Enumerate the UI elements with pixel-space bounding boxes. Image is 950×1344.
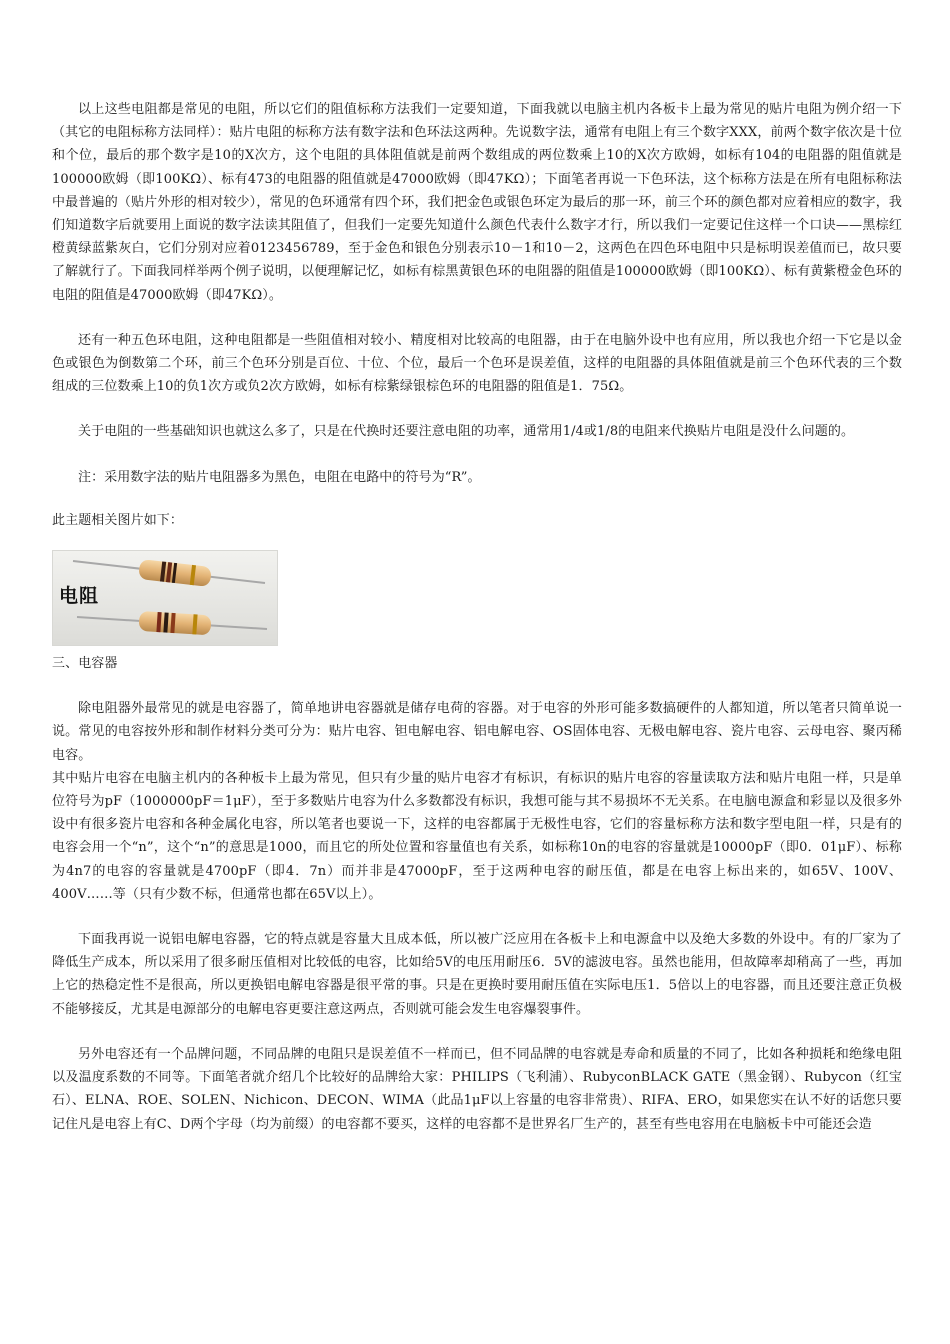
- resistor-photo: [52, 550, 278, 646]
- paragraph-resistor-marking: 以上这些电阻都是常见的电阻，所以它们的阻值标称方法我们一定要知道，下面我就以电脑主机内各板卡上最为常见的贴片电阻为例介绍一下（其它的电阻标称方法同样）：贴片电阻的标称方法有数字法和色环法这两种。先说数字法，通常有电阻上有三个数字XXX，前两个数字依次是十位和个位，最后的那个数字是10的X次方，这个电阻的具体阻值就是前两个数组成的两位数乘上10的X次方欧姆，如标有104的电阻器的阻值就是100000欧姆（即100KΩ）、标有473的电阻器的阻值就是47000欧姆（即47KΩ）；下面笔者再说一下色环法，这个标称方法是在所有电阻标称法中最普遍的（贴片外形的相对较少），常见的色环通常有四个环，我们把金色或银色环定为最后的那一环，前三个环的颜色都对应着相应的数字，我们知道数字后就要用上面说的数字法读其阻值了，但我们一定要先知道什么颜色代表什么数字才行，所以我们一定要记住这样一个口诀——黑棕红橙黄绿蓝紫灰白，它们分别对应着0123456789，至于金色和银色分别表示10－1和10－2，这两色在四色环电阻中只是标明误差值而已，故只要了解就行了。下面我同样举两个例子说明，以便理解记忆，如标有棕黑黄银色环的电阻器的阻值是100000欧姆（即100KΩ）、标有黄紫橙金色环的电阻的阻值是47000欧姆（即47KΩ）。: [52, 102, 902, 303]
- section-title-capacitor: 三、电容器: [52, 656, 118, 672]
- paragraph-resistor-summary: 关于电阻的一些基础知识也就这么多了，只是在代换时还要注意电阻的功率，通常用1/4或1/8的电阻来代换贴片电阻是没什么问题的。: [78, 424, 855, 440]
- related-images-caption: 此主题相关图片如下：: [52, 512, 184, 528]
- photo-label: 电阻: [59, 585, 100, 608]
- paragraph-capacitor-intro: 除电阻器外最常见的就是电容器了，简单地讲电容器就是储存电荷的容器。对于电容的外形可能多数搞硬件的人都知道，所以笔者只简单说一说。常见的电容按外形和制作材料分类可分为：贴片电容、钽电解电容、铝电解电容、OS固体电容、无极电解电容、瓷片电容、云母电容、聚丙稀电容。: [52, 701, 902, 763]
- paragraph-electrolytic-capacitor: 下面我再说一说铝电解电容器，它的特点就是容量大且成本低，所以被广泛应用在各板卡上和电源盒中以及绝大多数的外设中。有的厂家为了降低生产成本，所以采用了很多耐压值相对比较低的电容，比如给5V的电压用耐压6．5V的滤波电容。虽然也能用，但故障率却稍高了一些，再加上它的热稳定性不是很高，所以更换铝电解电容器是很平常的事。只是在更换时要用耐压值在实际电压1．5倍以上的电容器，而且还要注意正负极不能够接反，尤其是电源部分的电解电容更要注意这两点，否则就可能会发生电容爆裂事件。: [52, 932, 902, 1017]
- paragraph-capacitor-brands: 另外电容还有一个品牌问题，不同品牌的电阻只是误差值不一样而已，但不同品牌的电容就是寿命和质量的不同了，比如各种损耗和绝缘电阻以及温度系数的不同等。下面笔者就介绍几个比较好的品牌给大家：PHILIPS（飞利浦）、RubyconBLACK GATE（黑金钢）、Rubycon（红宝石）、ELNA、ROE、SOLEN、Nichicon、DECON、WIMA（此品1μF以上容量的电容非常贵）、RIFA、ERO，如果您实在认不好的话您只要记住凡是电容上有C、D两个字母（均为前缀）的电容都不要买，这样的电容都不是世界名厂生产的，甚至有些电容用在电脑板卡中可能还会造: [52, 1046, 902, 1132]
- paragraph-five-band-resistor: 还有一种五色环电阻，这种电阻都是一些阻值相对较小、精度相对比较高的电阻器，由于在电脑外设中也有应用，所以我也介绍一下它是以金色或银色为倒数第二个环，前三个色环分别是百位、十位、个位，最后一个色环是误差值，这样的电阻器的具体阻值就是前三个色环代表的三个数组成的三位数乘上10的负1次方或负2次方欧姆，如标有棕紫绿银棕色环的电阻器的阻值是1．75Ω。: [52, 332, 902, 395]
- paragraph-smd-capacitor: 其中贴片电容在电脑主机内的各种板卡上最为常见，但只有少量的贴片电容才有标识，有标识的贴片电容的容量读取方法和贴片电阻一样，只是单位符号为pF（1000000pF＝1μF），至于多数贴片电容为什么多数都没有标识，我想可能与其不易损坏不无关系。在电脑电源盒和彩显以及很多外设中有很多瓷片电容和各种金属化电容，所以笔者也要说一下，这样的电容都属于无极性电容，它们的容量标称方法和数字型电阻一样，只是有的电容会用一个“n”，这个“n”的意思是1000，而且它的所处位置和容量值也有关系，如标称10n的电容的容量就是10000pF（即0．01μF）、标称为4n7的电容的容量就是4700pF（即4．7n）而并非是47000pF，至于这两种电容的耐压值，都是在电容上标出来的，如65V、100V、400V……等（只有少数不标，但通常也都在65V以上）。: [52, 770, 902, 902]
- paragraph-note: 注：采用数字法的贴片电阻器多为黑色，电阻在电路中的符号为“R”。: [78, 469, 481, 485]
- document-page: [52, 98, 902, 1136]
